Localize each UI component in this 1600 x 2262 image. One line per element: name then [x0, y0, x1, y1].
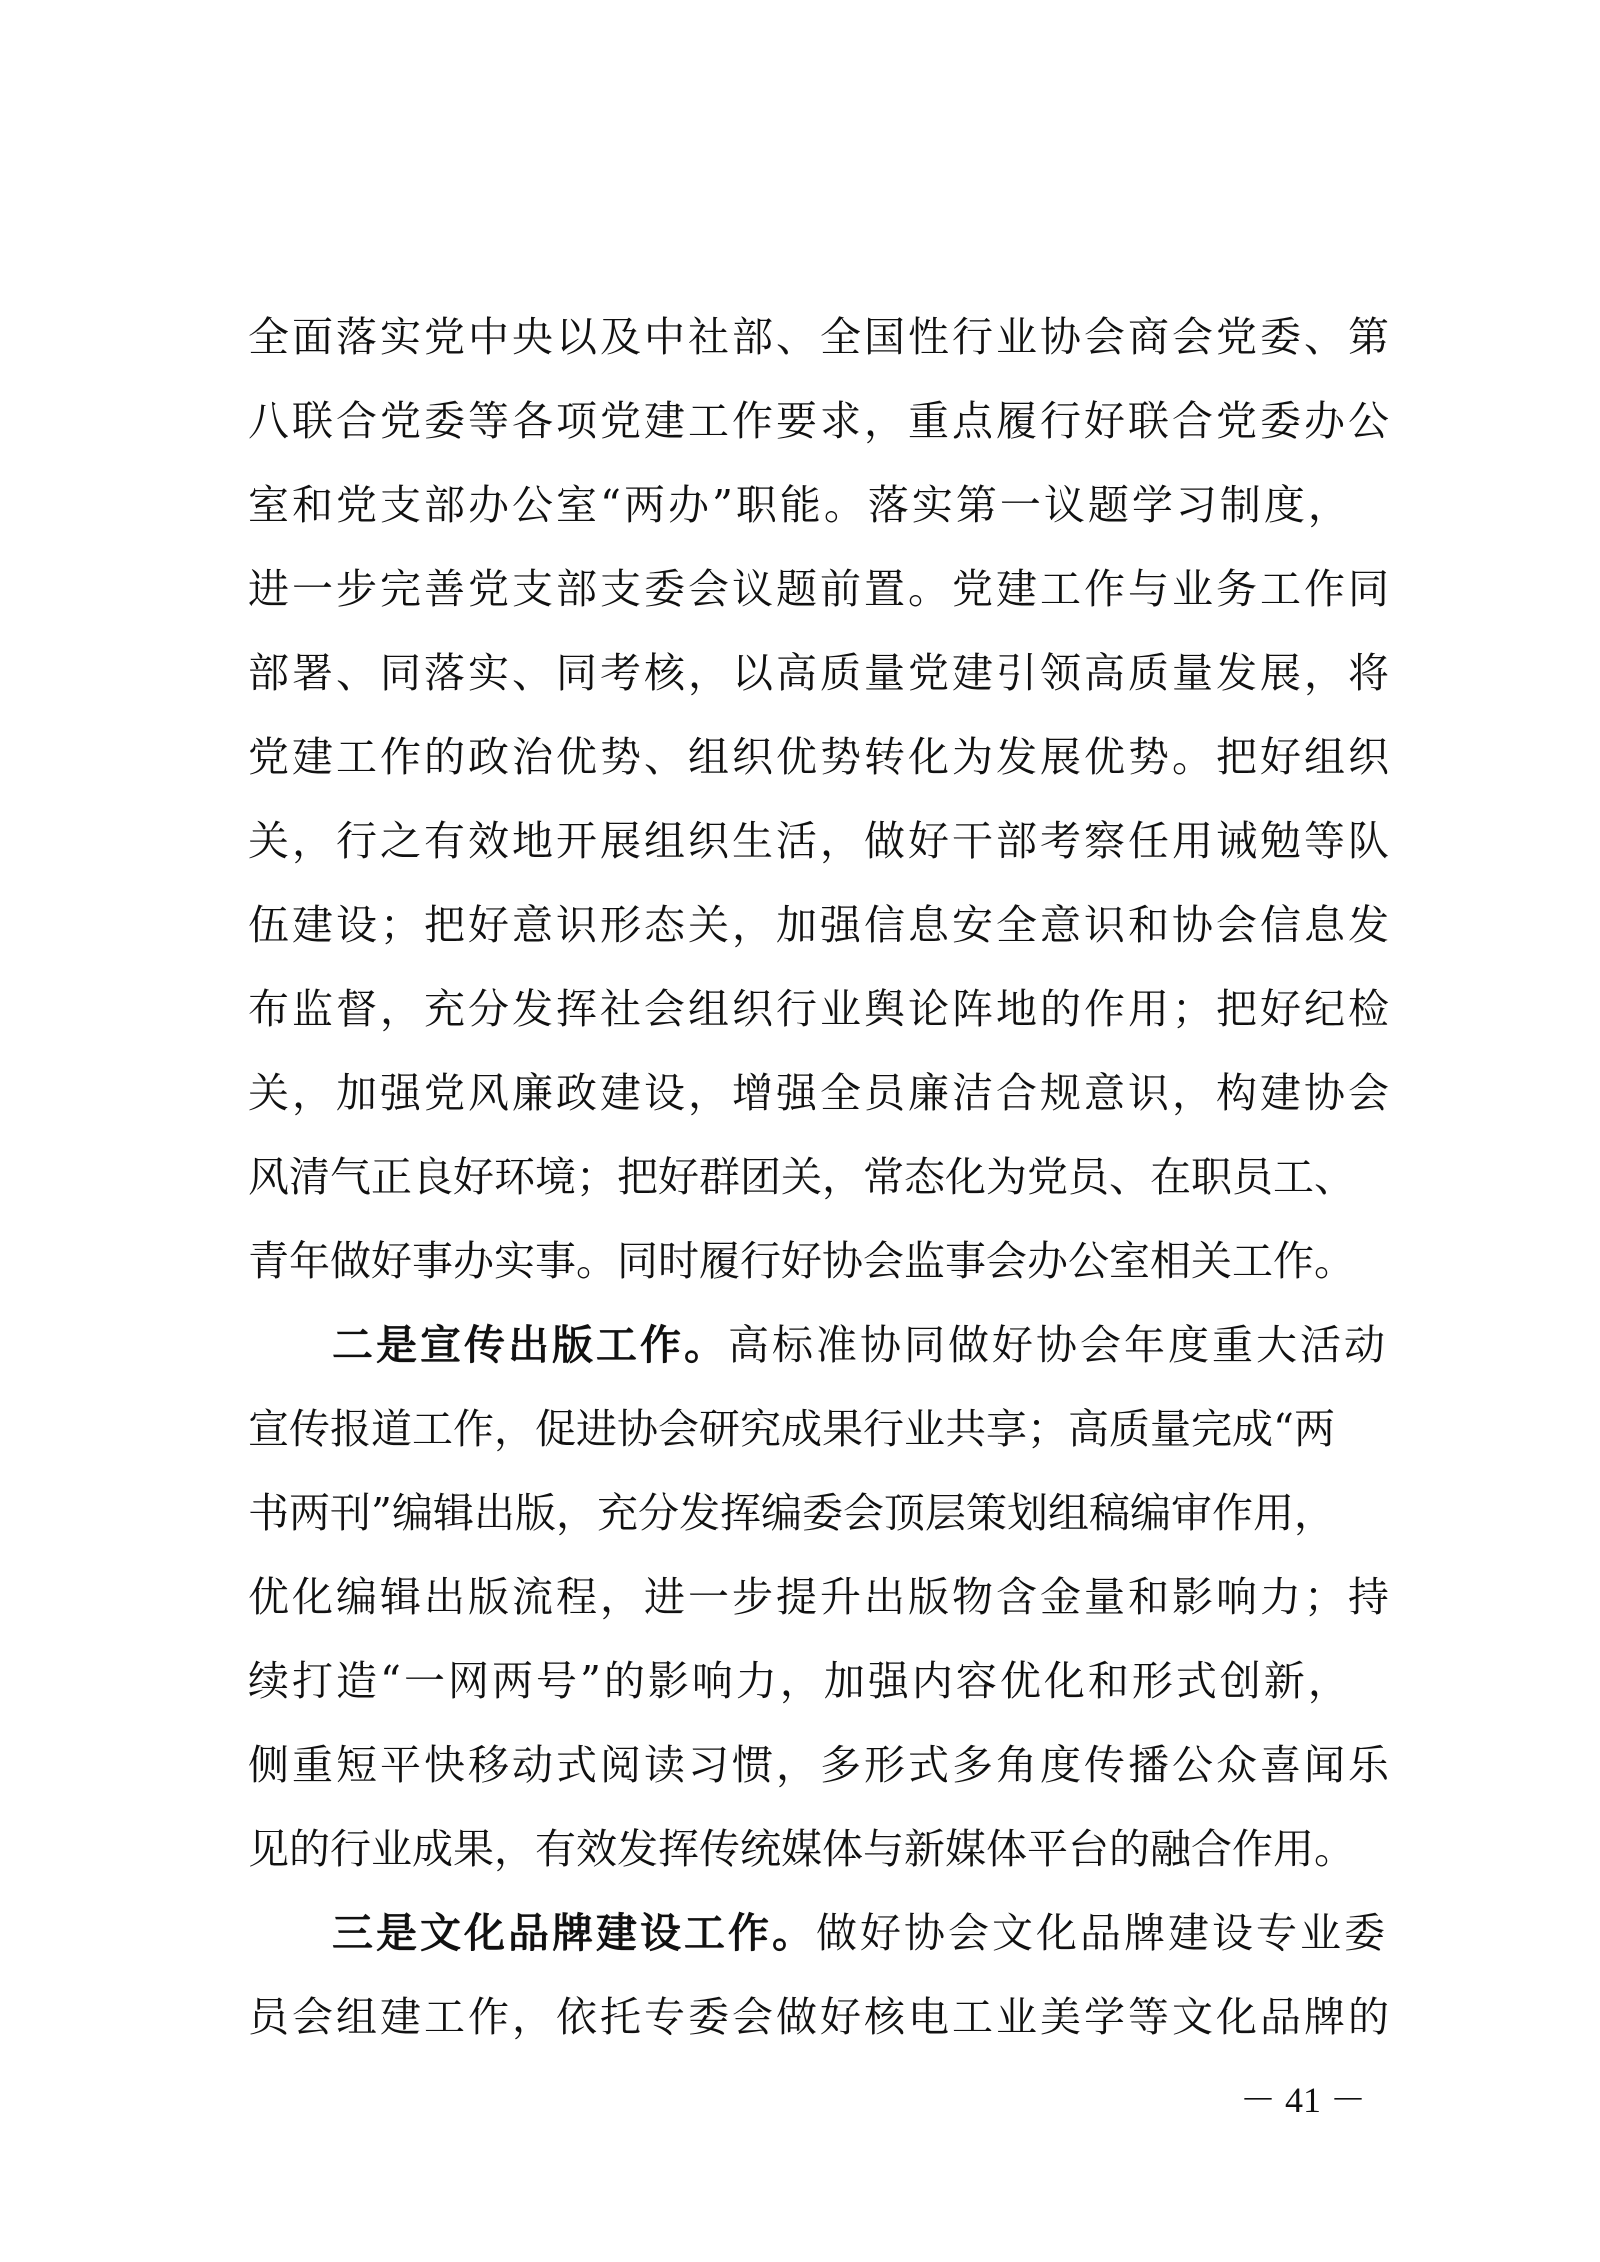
text-line: 优化编辑出版流程，进一步提升出版物含金量和影响力；持	[248, 1573, 1392, 1621]
text-line: 见的行业成果，有效发挥传统媒体与新媒体平台的融合作用。	[248, 1825, 1355, 1873]
text-line: 关，加强党风廉政建设，增强全员廉洁合规意识，构建协会	[248, 1069, 1392, 1117]
text-line: 全面落实党中央以及中社部、全国性行业协会商会党委、第	[248, 313, 1392, 361]
page-number: － 41 －	[1240, 2080, 1367, 2120]
text-line: 员会组建工作，依托专委会做好核电工业美学等文化品牌的	[248, 1993, 1392, 2041]
section-heading: 三是文化品牌建设工作。	[332, 1909, 816, 1957]
text-line: 布监督，充分发挥社会组织行业舆论阵地的作用；把好纪检	[248, 985, 1392, 1033]
text-line: 风清气正良好环境；把好群团关，常态化为党员、在职员工、	[248, 1153, 1355, 1201]
text-line: 书两刊”编辑出版，充分发挥编委会顶层策划组稿编审作用，	[248, 1489, 1335, 1537]
paragraph-3-first-line	[248, 1891, 1388, 1975]
text-line: 部署、同落实、同考核，以高质量党建引领高质量发展，将	[248, 649, 1392, 697]
text-run: 高标准协同做好协会年度重大活动	[728, 1321, 1388, 1369]
text-line: 侧重短平快移动式阅读习惯，多形式多角度传播公众喜闻乐	[248, 1741, 1392, 1789]
text-line: 党建工作的政治优势、组织优势转化为发展优势。把好组织	[248, 733, 1392, 781]
text-line: 进一步完善党支部支委会议题前置。党建工作与业务工作同	[248, 565, 1392, 613]
text-line: 室和党支部办公室“两办”职能。落实第一议题学习制度，	[248, 481, 1352, 529]
text-line: 续打造“一网两号”的影响力，加强内容优化和形式创新，	[248, 1657, 1352, 1705]
text-line: 宣传报道工作，促进协会研究成果行业共享；高质量完成“两	[248, 1405, 1335, 1453]
body-text	[248, 295, 1392, 2059]
paragraph-2-first-line	[248, 1303, 1388, 1387]
text-line: 关，行之有效地开展组织生活，做好干部考察任用诫勉等队	[248, 817, 1392, 865]
section-heading: 二是宣传出版工作。	[332, 1321, 728, 1369]
text-line: 青年做好事办实事。同时履行好协会监事会办公室相关工作。	[248, 1237, 1355, 1285]
text-run: 做好协会文化品牌建设专业委	[816, 1909, 1388, 1957]
text-line: 八联合党委等各项党建工作要求，重点履行好联合党委办公	[248, 397, 1392, 445]
text-line: 伍建设；把好意识形态关，加强信息安全意识和协会信息发	[248, 901, 1392, 949]
